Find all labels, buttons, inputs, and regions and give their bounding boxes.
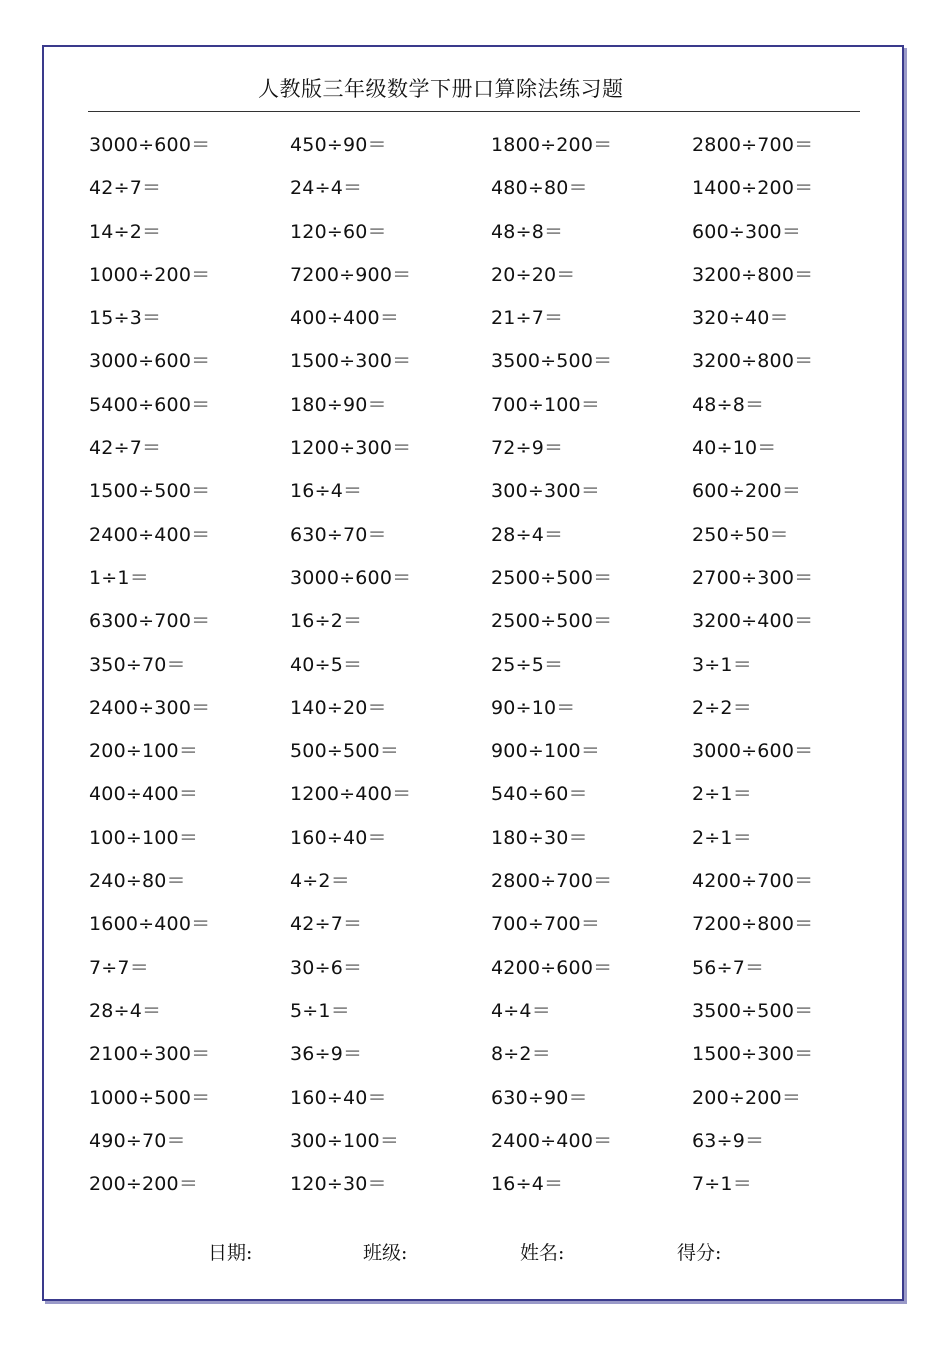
problem-item: 2800÷700＝	[692, 134, 814, 156]
problem-item: 2÷1＝	[692, 826, 752, 849]
problem-item: 180÷90＝	[290, 393, 387, 416]
problem-item: 90÷10＝	[491, 696, 576, 719]
problem-item: 1200÷400＝	[290, 783, 412, 806]
problem-item: 2÷2＝	[692, 696, 752, 719]
problem-item: 2400÷400＝	[491, 1129, 613, 1152]
problem-item: 1200÷300＝	[290, 437, 412, 460]
problem-item: 2500÷500＝	[491, 610, 613, 633]
problem-item: 30÷6＝	[290, 956, 363, 979]
problem-item: 2500÷500＝	[491, 566, 613, 589]
problem-item: 16÷2＝	[290, 610, 363, 633]
problem-item: 250÷50＝	[692, 523, 789, 546]
problem-item: 3500÷500＝	[491, 350, 613, 373]
score-label: 得分:	[677, 1242, 722, 1264]
problem-item: 630÷70＝	[290, 523, 387, 546]
problem-item: 15÷3＝	[89, 307, 162, 330]
problem-item: 63÷9＝	[692, 1129, 765, 1152]
problem-item: 1400÷200＝	[692, 177, 814, 200]
problem-item: 1500÷300＝	[290, 350, 412, 373]
problem-item: 1500÷500＝	[89, 480, 211, 503]
problem-item: 42÷7＝	[89, 437, 162, 460]
problem-item: 7÷1＝	[692, 1173, 752, 1196]
problem-item: 400÷400＝	[89, 783, 199, 806]
problem-item: 140÷20＝	[290, 696, 387, 719]
problem-item: 320÷40＝	[692, 307, 789, 330]
problem-item: 1600÷400＝	[89, 913, 211, 936]
problem-item: 1500÷300＝	[692, 1043, 814, 1066]
problem-item: 7÷7＝	[89, 956, 149, 979]
problem-item: 28÷4＝	[89, 999, 162, 1022]
problem-item: 600÷300＝	[692, 220, 802, 243]
problem-item: 600÷200＝	[692, 480, 802, 503]
problem-item: 7200÷800＝	[692, 913, 814, 936]
problem-item: 5400÷600＝	[89, 393, 211, 416]
problem-item: 1800÷200＝	[491, 134, 613, 156]
problem-item: 3000÷600＝	[692, 740, 814, 763]
problem-item: 200÷200＝	[692, 1086, 802, 1109]
problem-item: 20÷20＝	[491, 263, 576, 286]
problem-item: 40÷10＝	[692, 437, 777, 460]
problem-item: 120÷30＝	[290, 1173, 387, 1196]
problem-item: 1÷1＝	[89, 566, 149, 589]
problem-item: 3000÷600＝	[290, 566, 412, 589]
problem-item: 300÷300＝	[491, 480, 601, 503]
problem-item: 2400÷300＝	[89, 696, 211, 719]
problem-item: 540÷60＝	[491, 783, 588, 806]
page-title: 人教版三年级数学下册口算除法练习题	[258, 77, 624, 101]
problem-item: 4÷2＝	[290, 870, 350, 893]
problem-grid	[89, 124, 869, 1206]
problem-item: 2÷1＝	[692, 783, 752, 806]
problem-item: 14÷2＝	[89, 220, 162, 243]
problem-item: 42÷7＝	[290, 913, 363, 936]
problem-item: 56÷7＝	[692, 956, 765, 979]
problem-item: 72÷9＝	[491, 437, 564, 460]
problem-item: 25÷5＝	[491, 653, 564, 676]
problem-item: 4÷4＝	[491, 999, 551, 1022]
problem-item: 28÷4＝	[491, 523, 564, 546]
problem-item: 490÷70＝	[89, 1129, 186, 1152]
problem-item: 2800÷700＝	[491, 870, 613, 893]
problem-item: 100÷100＝	[89, 826, 199, 849]
problem-item: 900÷100＝	[491, 740, 601, 763]
problem-item: 16÷4＝	[491, 1173, 564, 1196]
problem-item: 8÷2＝	[491, 1043, 551, 1066]
problem-item: 3000÷600＝	[89, 350, 211, 373]
problem-item: 40÷5＝	[290, 653, 363, 676]
problem-item: 1000÷500＝	[89, 1086, 211, 1109]
problem-item: 180÷30＝	[491, 826, 588, 849]
problem-item: 200÷100＝	[89, 740, 199, 763]
problem-item: 3÷1＝	[692, 653, 752, 676]
problem-item: 48÷8＝	[692, 393, 765, 416]
problem-item: 1000÷200＝	[89, 263, 211, 286]
problem-item: 4200÷600＝	[491, 956, 613, 979]
problem-item: 700÷700＝	[491, 913, 601, 936]
class-label: 班级:	[363, 1242, 408, 1264]
problem-item: 200÷200＝	[89, 1173, 199, 1196]
name-label: 姓名:	[520, 1242, 565, 1264]
problem-item: 480÷80＝	[491, 177, 588, 200]
problem-item: 3000÷600＝	[89, 134, 211, 156]
problem-item: 6300÷700＝	[89, 610, 211, 633]
problem-item: 3200÷800＝	[692, 350, 814, 373]
problem-item: 700÷100＝	[491, 393, 601, 416]
problem-item: 2100÷300＝	[89, 1043, 211, 1066]
problem-item: 24÷4＝	[290, 177, 363, 200]
problem-item: 16÷4＝	[290, 480, 363, 503]
problem-item: 120÷60＝	[290, 220, 387, 243]
problem-item: 500÷500＝	[290, 740, 400, 763]
problem-item: 300÷100＝	[290, 1129, 400, 1152]
problem-item: 2700÷300＝	[692, 566, 814, 589]
problem-item: 160÷40＝	[290, 826, 387, 849]
problem-item: 160÷40＝	[290, 1086, 387, 1109]
problem-item: 3500÷500＝	[692, 999, 814, 1022]
problem-item: 2400÷400＝	[89, 523, 211, 546]
date-label: 日期:	[208, 1242, 253, 1264]
problem-item: 21÷7＝	[491, 307, 564, 330]
problem-item: 42÷7＝	[89, 177, 162, 200]
footer	[0, 1238, 950, 1268]
problem-item: 3200÷400＝	[692, 610, 814, 633]
problem-item: 36÷9＝	[290, 1043, 363, 1066]
problem-item: 450÷90＝	[290, 134, 387, 156]
problem-item: 7200÷900＝	[290, 263, 412, 286]
problem-item: 350÷70＝	[89, 653, 186, 676]
problem-item: 630÷90＝	[491, 1086, 588, 1109]
problem-item: 4200÷700＝	[692, 870, 814, 893]
problem-item: 3200÷800＝	[692, 263, 814, 286]
title-underline	[88, 111, 860, 112]
problem-item: 48÷8＝	[491, 220, 564, 243]
problem-item: 5÷1＝	[290, 999, 350, 1022]
problem-item: 240÷80＝	[89, 870, 186, 893]
problem-item: 400÷400＝	[290, 307, 400, 330]
